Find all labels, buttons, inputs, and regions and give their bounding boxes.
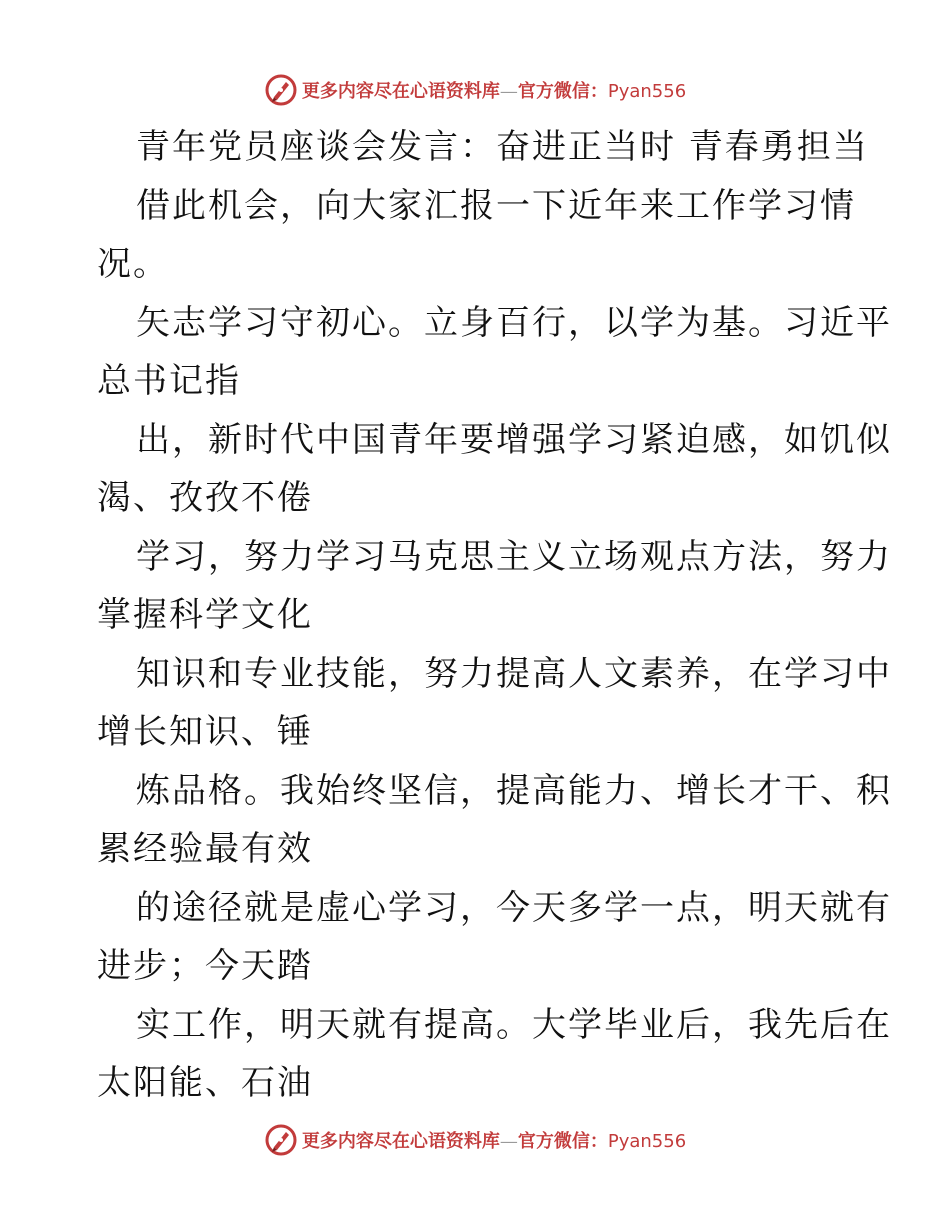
document-body	[97, 118, 892, 1113]
text-line: 太阳能、石油	[97, 1063, 313, 1103]
text-line: 渴、孜孜不倦	[97, 478, 313, 518]
text-line: 青年党员座谈会发言：奋进正当时 青春勇担当	[136, 127, 869, 167]
watermark-separator: —	[499, 81, 518, 102]
pen-logo-icon	[264, 1123, 298, 1157]
watermark-id: Pyan556	[607, 1131, 687, 1152]
watermark-brand: 更多内容尽在心语资料库	[301, 81, 500, 102]
text-line: 矢志学习守初心。立身百行，以学为基。习近平	[136, 302, 892, 343]
text-line: 实工作，明天就有提高。大学毕业后，我先后在	[136, 1004, 892, 1045]
watermark-suffix: 官方微信：	[517, 1131, 608, 1152]
text-line: 知识和专业技能，努力提高人文素养，在学习中	[136, 653, 892, 694]
footer-watermark	[0, 1120, 950, 1160]
watermark-suffix: 官方微信：	[517, 81, 608, 102]
text-line: 累经验最有效	[97, 829, 313, 869]
watermark-text	[302, 77, 686, 103]
text-line: 况。	[97, 244, 169, 284]
text-line: 学习，努力学习马克思主义立场观点方法，努力	[136, 536, 892, 577]
text-line: 借此机会，向大家汇报一下近年来工作学习情	[136, 185, 856, 226]
pen-logo-icon	[264, 73, 298, 107]
watermark-text	[302, 1127, 686, 1153]
watermark-id: Pyan556	[607, 81, 687, 102]
header-watermark	[0, 70, 950, 110]
text-line: 炼品格。我始终坚信，提高能力、增长才干、积	[136, 770, 892, 811]
text-line: 增长知识、锤	[97, 712, 313, 752]
text-line: 出，新时代中国青年要增强学习紧迫感，如饥似	[136, 419, 892, 460]
watermark-separator: —	[499, 1131, 518, 1152]
text-line: 进步；今天踏	[97, 946, 313, 986]
watermark-brand: 更多内容尽在心语资料库	[301, 1131, 500, 1152]
text-line: 掌握科学文化	[97, 595, 313, 635]
text-line: 的途径就是虚心学习，今天多学一点，明天就有	[136, 887, 892, 928]
text-line: 总书记指	[97, 361, 241, 401]
